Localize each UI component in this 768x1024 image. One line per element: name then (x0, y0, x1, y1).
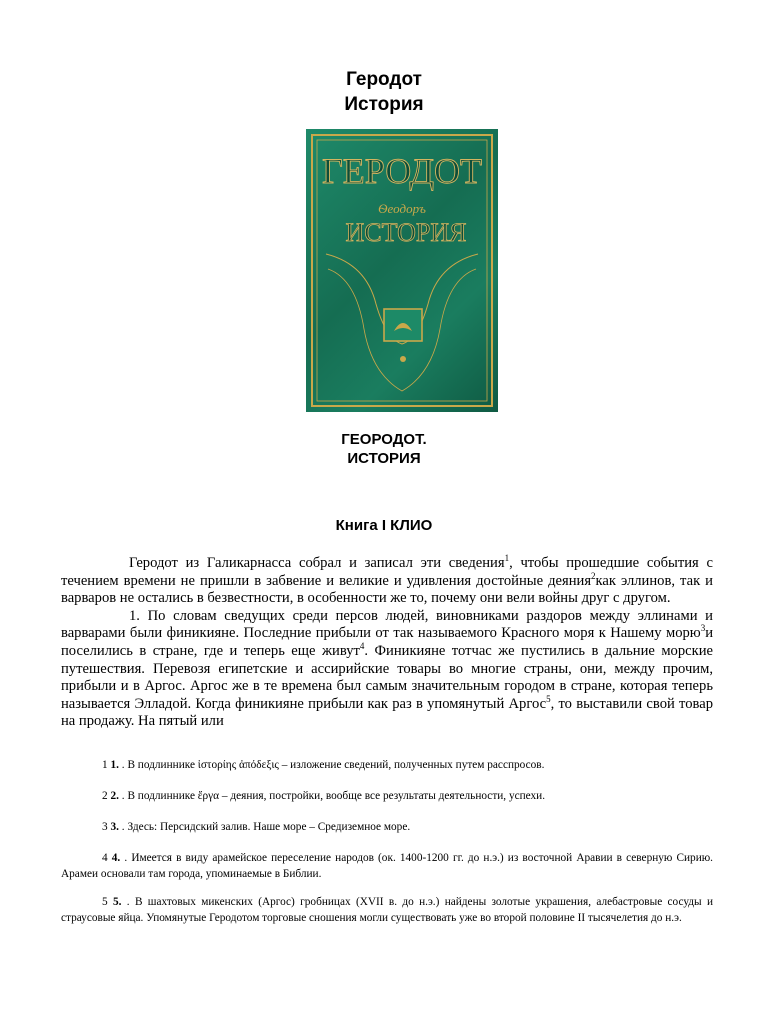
footnote-text: . Здесь: Персидский залив. Наше море – Средиземное море. (121, 821, 411, 833)
text-run: , то выставили свой товар на продажу. На пятый или (61, 695, 713, 730)
footnote-text: . В подлиннике ἔργα – деяния, постройки, вообще все результаты деятельности, успехи. (121, 790, 546, 802)
footnote-label: 1. (110, 759, 119, 771)
paragraph-1 (61, 608, 713, 731)
footnote-number: 4 (102, 852, 108, 864)
subtitle-line-2: ИСТОРИЯ (347, 450, 421, 467)
book-cover-image (306, 129, 498, 412)
book-cover-art (306, 129, 498, 412)
footnote-ref: 2 (591, 570, 596, 581)
footnote-number: 3 (102, 821, 108, 833)
footnote-number: 2 (102, 790, 108, 802)
paragraph-intro (61, 555, 713, 608)
cover-author: ГЕРОДОТ (321, 151, 483, 191)
footnote-label: 3. (110, 821, 119, 833)
footnote-text: . В шахтовых микенских (Аргос) гробницах (XVII в. до н.э.) найдены золотые украшения, алебастровые сосуды и страусовые яйца. Упомянутые Геродотом торговые сношения могли существовать уже во второй половине II тысячелетия до н.э. (61, 896, 713, 924)
cover-title: ИСТОРИЯ (345, 218, 467, 247)
footnote-ref: 4 (359, 641, 365, 652)
main-text (61, 555, 713, 731)
subtitle-line-1: ГЕОРОДОТ. (341, 431, 427, 448)
footnote-ref: 1 (504, 553, 510, 564)
footnote-text: . Имеется в виду арамейское переселение народов (ок. 1400-1200 гг. до н.э.) из восточной Аравии в северную Сирию. Арамеи основали там города, упоминаемые в Библии. (61, 852, 714, 880)
text-run: как эллинов, так и варваров не остались в безвестности, в особенности же то, почему они вели войны друг с другом. (61, 572, 713, 607)
footnote-ref: 5 (546, 693, 551, 704)
cover-ornament-dot (400, 356, 406, 362)
footnote-number: 5 (102, 896, 108, 908)
footnote-2 (61, 789, 713, 805)
footnote-ref: 3 (700, 623, 706, 634)
footnote-label: 4. (111, 852, 121, 864)
footnote-text: . В подлиннике ἱστορίης ἀπόδεξις – изложение сведений, полученных путем расспросов. (121, 759, 545, 771)
footnote-label: 2. (110, 790, 119, 802)
cover-script-line: Ѳеодоръ (378, 201, 426, 216)
footnote-label: 5. (112, 896, 122, 908)
text-run: 1. По словам сведущих среди персов людей, виновниками раздоров между эллинами и варварами были финикияне. Последние прибыли от так называемого Красного моря к Нашему морю (61, 607, 713, 642)
text-run: и поселились в стране, где и теперь еще живут (61, 625, 713, 659)
footnote-1 (61, 758, 713, 774)
book-heading: Книга I КЛИО (335, 517, 433, 534)
page-title: История (344, 94, 424, 115)
footnote-number: 1 (102, 759, 108, 771)
footnote-5 (61, 895, 713, 926)
footnote-3 (61, 820, 713, 836)
text-run: Геродот из Галикарнасса собрал и записал эти сведения (129, 555, 505, 571)
text-run: . Финикияне тотчас же пустились в дальние морские путешествия. Перевозя египетские и ассирийские товары во многие страны, они, между прочим, прибыли и в Аргос. Аргос же в те времена был самым значительным городом в стране, которая теперь называется Элладой. Когда финикияне прибыли как раз в упомянутый Аргос (61, 642, 714, 712)
footnote-4 (61, 851, 713, 882)
page-author: Геродот (346, 69, 422, 90)
text-run: , чтобы прошедшие события с течением времени не пришли в забвение и великие и удивления достойные деяния (61, 555, 713, 589)
